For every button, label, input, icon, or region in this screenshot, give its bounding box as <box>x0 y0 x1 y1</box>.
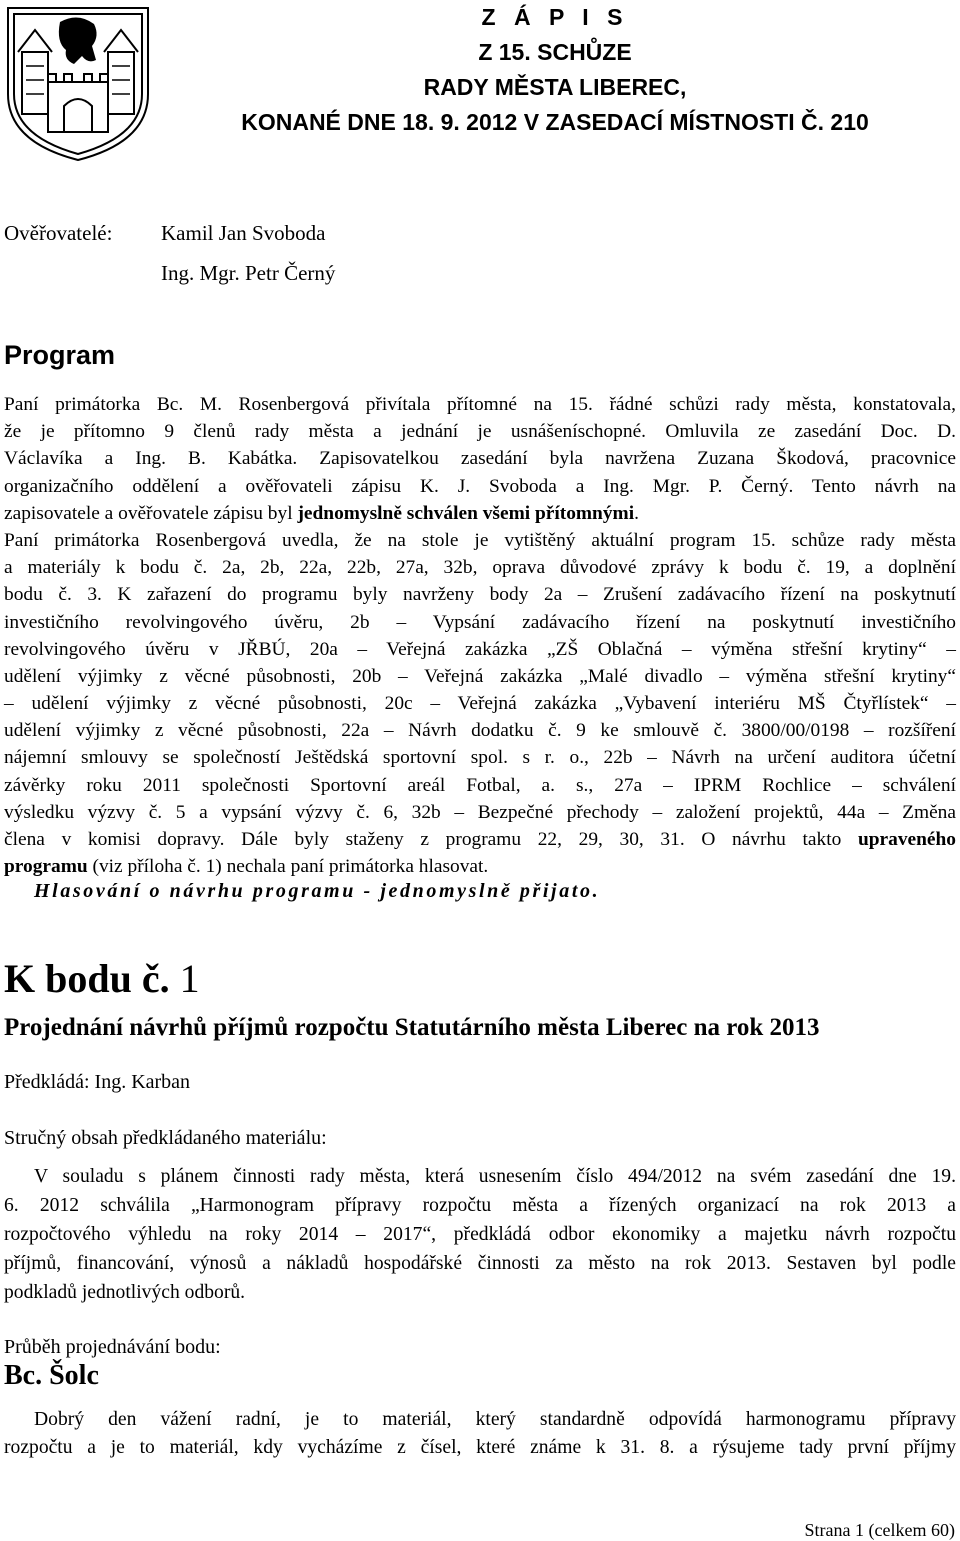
discussion-label: Průběh projednávání bodu: <box>4 1336 221 1358</box>
verifiers-label: Ověřovatelé: <box>4 221 113 245</box>
text-line: organizačního oddělení a ověřovateli zápisu K. J. Svoboda a Ing. Mgr. P. Černý. Tento návrh na <box>4 475 956 497</box>
verifier-name: Kamil Jan Svoboda <box>161 221 326 245</box>
text-line: 6. 2012 schválila „Harmonogram přípravy rozpočtu města a řízených organizací na rok 2013 a <box>4 1195 956 1216</box>
text-line: nájemní smlouvy se společností Ještědská sportovní spol. s r. o., 22b – Návrh na určení auditora účetní <box>4 747 956 769</box>
document-header <box>150 0 960 140</box>
text-line: a materiály k bodu č. 2a, 2b, 22a, 22b, 27a, 32b, oprava důvodové zprávy k bodu č. 19, a doplnění <box>4 557 956 579</box>
text-line: člena v komisi dopravy. Dále byly staženy z programu 22, 29, 30, 31. O návrhu takto upraveného <box>4 829 956 850</box>
verifier-name: Ing. Mgr. Petr Černý <box>161 261 336 285</box>
text-line: bodu č. 3. K zařazení do programu byly navrženy body 2a – Zrušení zadávacího řízení na poskytnutí <box>4 584 956 606</box>
program-paragraph <box>4 391 956 880</box>
text-line: rozpočtového výhledu na roky 2014 – 2017“, předkládá odbor ekonomiky a majetku návrh rozpočtu <box>4 1224 956 1245</box>
text-line: programu (viz příloha č. 1) nechala paní primátorka hlasovat. <box>4 856 489 878</box>
summary-paragraph <box>4 1162 956 1307</box>
text-line: investičního revolvingového úvěru, 2b – Vypsání zadávacího řízení na poskytnutí investičního <box>4 611 956 633</box>
item-heading: K bodu č. 1 <box>4 956 200 1001</box>
liberec-coat-of-arms-icon <box>4 2 152 164</box>
text-line: Paní primátorka Bc. M. Rosenbergová přivítala přítomné na 15. řádné schůzi rady města, konstatovala, <box>4 394 956 415</box>
header-council: RADY MĚSTA LIBEREC, <box>423 74 687 100</box>
program-heading: Program <box>4 340 116 370</box>
text-line: udělení výjimky z věcné působnosti, 22a – Návrh dodatku č. 9 ke smlouvě č. 3800/00/0198 – rozšíření <box>4 720 956 742</box>
presenter: Předkládá: Ing. Karban <box>4 1071 191 1093</box>
vote-result: Hlasování o návrhu programu - jednomyslně přijato. <box>34 880 601 902</box>
header-meeting-number: Z 15. SCHŮZE <box>478 39 632 65</box>
speech-paragraph <box>4 1406 956 1462</box>
text-line: výsledku výzvy č. 5 a vypsání výzvy č. 6, 32b – Bezpečné přechody – založení projektů, 44a – Změna <box>4 801 956 823</box>
speaker-name: Bc. Šolc <box>4 1360 99 1391</box>
text-line: – udělení výjimky z věcné působnosti, 20c – Veřejná zakázka „Vybavení interiéru MŠ Čtyřlístek“ – <box>4 693 956 715</box>
header-date-place: KONANÉ DNE 18. 9. 2012 V ZASEDACÍ MÍSTNOSTI Č. 210 <box>241 109 869 135</box>
page-counter: Strana 1 (celkem 60) <box>804 1520 955 1540</box>
text-line: Dobrý den vážení radní, je to materiál, který standardně odpovídá harmonogramu přípravy <box>34 1409 956 1430</box>
text-line: závěrky roku 2011 společnosti Sportovní areál Fotbal, a. s., 27a – IPRM Rochlice – schválení <box>4 774 956 796</box>
text-line: zapisovatele a ověřovatele zápisu byl jednomyslně schválen všemi přítomnými. <box>4 502 639 524</box>
text-line: rozpočtu a je to materiál, kdy vycházíme z čísel, které známe k 31. 8. a rýsujeme tady první příjmy <box>4 1437 956 1458</box>
modified-emphasis: upraveného <box>857 829 956 850</box>
text-line: Paní primátorka Rosenbergová uvedla, že na stole je vytištěný aktuální program 15. schůze rady města <box>4 529 956 551</box>
text-line: V souladu s plánem činnosti rady města, která usnesením číslo 494/2012 na svém zasedání dne 19. <box>34 1166 956 1187</box>
header-title: Z Á P I S <box>481 4 629 30</box>
text-line: příjmů, financování, výnosů a nákladů hospodářské činnosti za město na rok 2013. Sestaven byl podle <box>4 1253 956 1274</box>
text-line: revolvingového úvěru v JŘBÚ, 20a – Veřejná zakázka „ZŠ Oblačná – výměna střešní krytiny“ – <box>4 638 956 660</box>
text-line: Václavíka a Ing. B. Kabátka. Zapisovatelkou zasedání byla navržena Zuzana Škodová, pracovnice <box>4 448 956 470</box>
item-topic: Projednání návrhů příjmů rozpočtu Statutárního města Liberec na rok 2013 <box>4 1014 820 1041</box>
item-number: 1 <box>179 956 200 1001</box>
approval-emphasis: jednomyslně schválen všemi přítomnými <box>297 502 635 524</box>
summary-label: Stručný obsah předkládaného materiálu: <box>4 1127 327 1149</box>
text-line: udělení výjimky z věcné působnosti, 20b – Veřejná zakázka „Malé divadlo – výměna střešní krytiny“ <box>4 665 956 687</box>
text-line: podkladů jednotlivých odborů. <box>4 1282 246 1303</box>
text-line: že je přítomno 9 členů rady města a jednání je usnášeníschopné. Omluvila ze zasedání Doc. D. <box>4 421 956 443</box>
program-emphasis: programu <box>4 856 88 878</box>
